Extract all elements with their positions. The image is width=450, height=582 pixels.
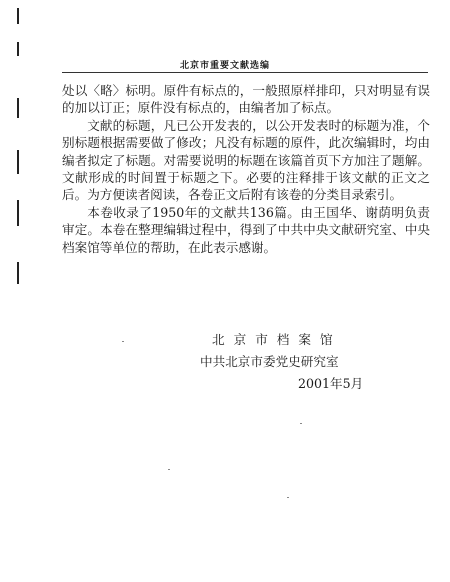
paragraph-titles: 文献的标题，凡已公开发表的，以公开发表时的标题为准，个别标题根据需要做了修改；凡没有标题的原件，此次编辑时，均由编者拟定了标题。对需要说明的标题在该篇首页下方加注了题解。文献形成的时间置于标题之下。必要的注释排于该文献的正文之后。为方便读者阅读，各卷正文后附有该卷的分类目录索引。 [62, 117, 430, 203]
scan-speck [122, 341, 124, 342]
signature-date: 2001年5月 [298, 376, 364, 391]
body-text [62, 82, 430, 256]
binding-mark [17, 200, 19, 226]
binding-mark [17, 262, 19, 284]
signature-party-history-office: 中共北京市委党史研究室 [200, 354, 339, 369]
scan-speck [300, 423, 302, 424]
binding-mark [17, 98, 19, 118]
header-rule [62, 72, 428, 73]
running-header: 北京市重要文献选编 [179, 61, 270, 71]
paragraph-continuation: 处以〈略〉标明。原件有标点的，一般照原样排印，只对明显有误的加以订正；原件没有标点的，由编者加了标点。 [62, 83, 430, 116]
binding-mark [17, 150, 19, 174]
paragraph-acknowledgement: 本卷收录了1950年的文献共136篇。由王国华、谢荫明负责审定。本卷在整理编辑过程中，得到了中共中央文献研究室、中央档案馆等单位的帮助，在此表示感谢。 [62, 204, 430, 255]
scan-speck [287, 497, 289, 498]
signature-archive: 北京市档案馆 [212, 332, 342, 347]
binding-mark [17, 42, 19, 56]
scan-speck [168, 469, 170, 470]
binding-mark [17, 8, 19, 24]
